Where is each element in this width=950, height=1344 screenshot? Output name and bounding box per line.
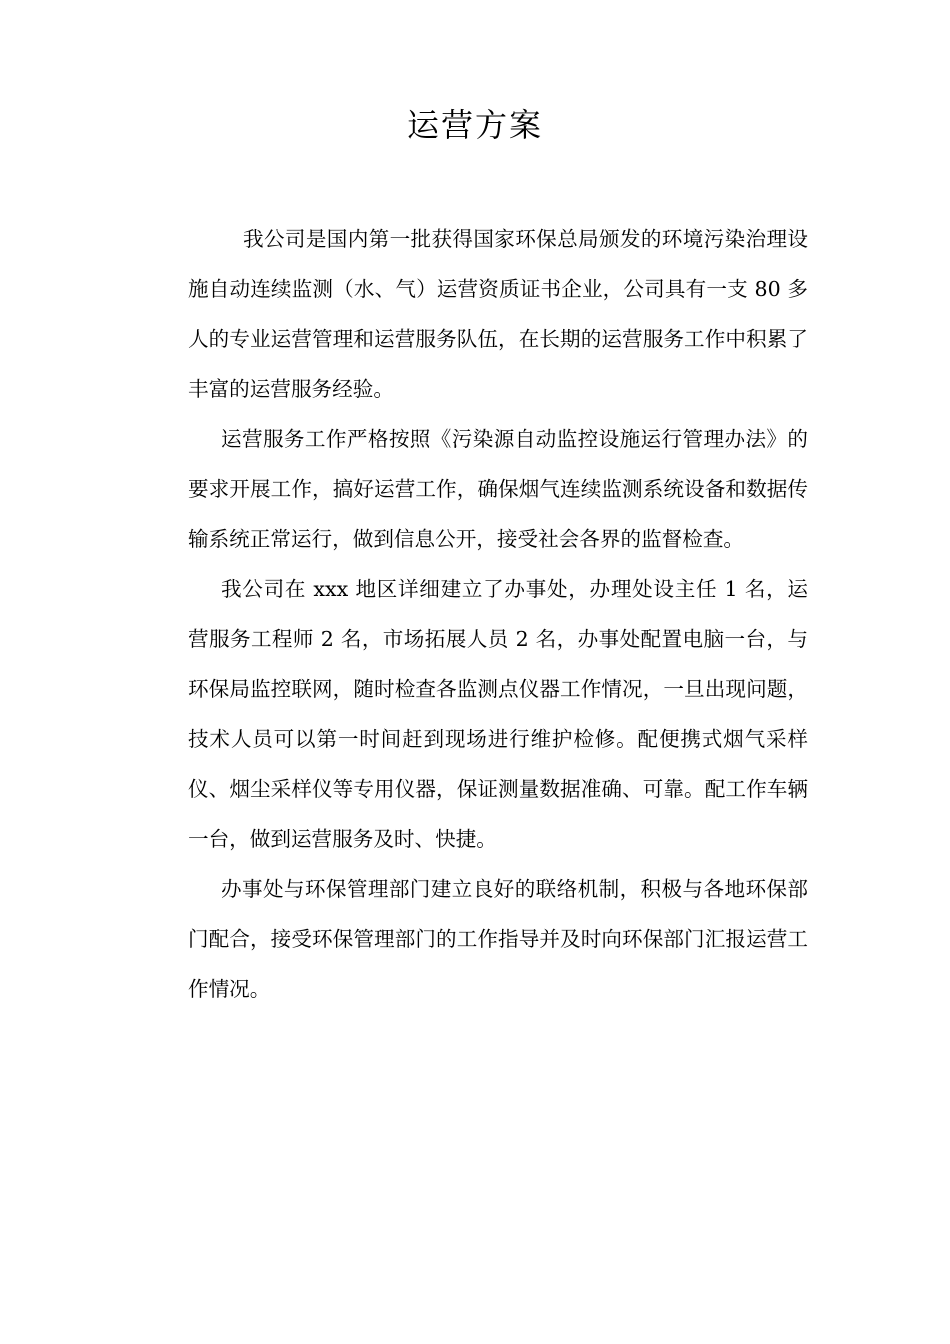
document-title: 运营方案 [406,106,543,144]
paragraph-local-office: 我公司在 xxx 地区详细建立了办事处，办理处设主任 1 名，运营服务工程师 2 名，市场拓展人员 2 名，办事处配置电脑一台，与环保局监控联网，随时检查各监测点仪器工作情况，一旦出现问题，技术人员可以第一时间赶到现场进行维护检修。配便携式烟气采样仪、烟尘采样仪等专用仪器，保证测量数据准确、可靠。配工作车辆一台，做到运营服务及时、快捷。 [188,577,808,851]
paragraph-service-standards: 运营服务工作严格按照《污染源自动监控设施运行管理办法》的要求开展工作，搞好运营工作，确保烟气连续监测系统设备和数据传输系统正常运行，做到信息公开，接受社会各界的监督检查。 [188,427,808,551]
paragraph-cooperation: 办事处与环保管理部门建立良好的联络机制，积极与各地环保部门配合，接受环保管理部门的工作指导并及时向环保部门汇报运营工作情况。 [188,877,808,1001]
paragraph-company-intro: 我公司是国内第一批获得国家环保总局颁发的环境污染治理设施自动连续监测（水、气）运营资质证书企业，公司具有一支 80 多人的专业运营管理和运营服务队伍，在长期的运营服务工作中积累了丰富的运营服务经验。 [188,227,808,401]
document-body [188,214,808,1014]
